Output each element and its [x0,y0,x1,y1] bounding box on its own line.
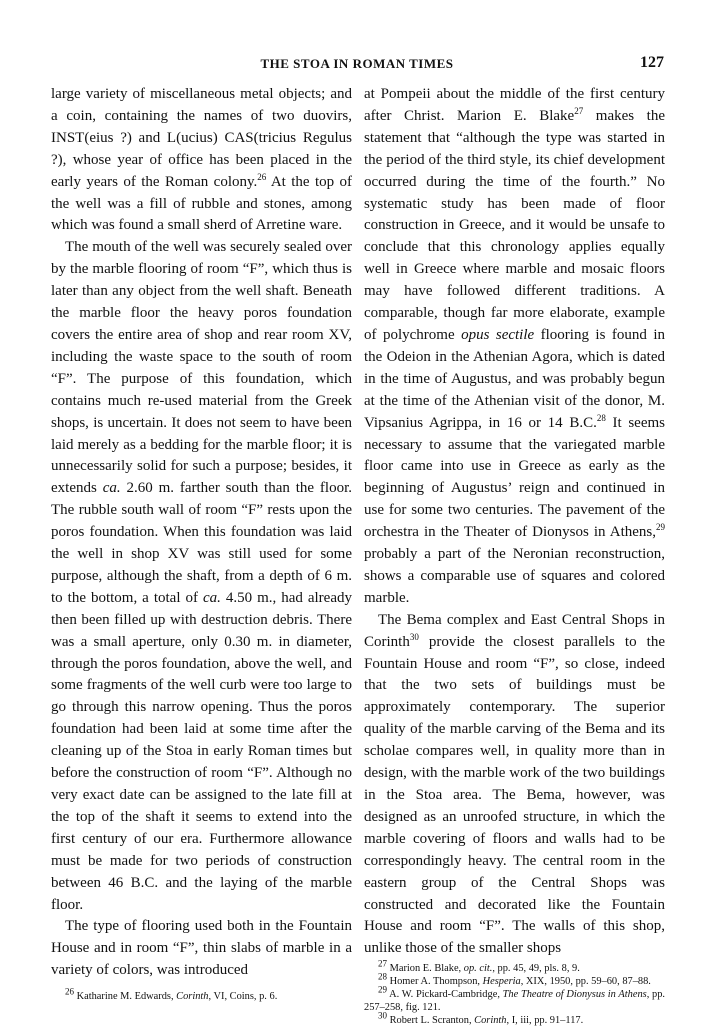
footnote: $^{30}$ Robert L. Scranton, Corinth, I, iii, pp. 91–117. [378,1010,584,1027]
footnote-ref[interactable]: 27 [574,105,584,116]
paragraph: The mouth of the well was securely sealed over by the marble flooring of room “F”, which thus is later than any object from the well shaft. Beneath the marble floor the heavy poros foundation covers the entire area of shop and rear room XV, including the waste space to the south of room “F”. The purpose of this foundation, which contains much re-used material from the Greek shops, is uncertain. It does not seem to have been laid merely as a bedding for the marble floor; it is unnecessarily solid for such a purpose; besides, it extends ca. 2.60 m. farther south than the floor. The rubble south wall of room “F” rests upon the poros foundation. When this foundation was laid the well in shop XV was still used for some purpose, although the shaft, from a depth of 6 m. to the bottom, a total of ca. 4.50 m., had already then been filled up with destruction debris. There was a small aperture, only 0.30 m. in diameter, through the poros foundation, above the well, and some fragments of the well curb were too large to go through this narrow opening. Thus the poros foundation had been laid at some time after the cleaning up of the Stoa in early Roman times but before the construction of room “F”. Although no very exact date can be assigned to the late fill at the top of the shaft it seems to extend into the first century of our era. Furthermore allowance must be made for two periods of construction between 46 B.C. and the laying of the marble floor. [51,239,352,913]
footnotes [51,986,352,1003]
paragraph: The Bema complex and East Central Shops in Corinth$^{30}$ provide the closest parallels to the Fountain House and room “F”, so close, indeed that the two sets of buildings must be approximately contemporary. The superior quality of the marble carving of the Bema and its scholae compares well, in quality more than in design, with the marble work of the two buildings in the Stoa area. The Bema, however, was designed as an unroofed structure, in which the marble covering of floors and walls had to be correspondingly heavy. The central room in the eastern group of the Central Shops was constructed and decorated like the Fountain House and room “F”. The walls of this shop, unlike those of the smaller shops [364,611,665,957]
footnote-ref[interactable]: 30 [409,631,419,642]
page-number: 127 [640,54,664,71]
footnote-ref[interactable]: 28 [596,412,606,423]
paragraph: large variety of miscellaneous metal objects; and a coin, containing the names of two duovirs, INST(eius ?) and L(ucius) CAS(tricius Regulus ?), whose year of office has been placed in the early years of the Roman colony.$^{26}$ At the top of the well was a fill of rubble and stones, among which was found a small sherd of Arretine ware. [51,86,352,234]
page-header [50,54,664,78]
left-column [51,84,352,1003]
paragraph: The type of flooring used both in the Fountain House and in room “F”, thin slabs of marble in a variety of colors, was introduced [51,918,352,979]
paragraph: at Pompeii about the middle of the first century after Christ. Marion E. Blake$^{27}$ makes the statement that “although the type was started in the period of the third style, its chief development occurred during the time of the fourth.” No systematic study has been made of floor construction in Greece, and it would be unsafe to conclude that this chronology applies equally well in Greece where marble and mosaic floors may have followed different traditions. A comparable, though far more elaborate, example of polychrome opus sectile flooring is found in the Odeion in the Athenian Agora, which is dated in the time of Augustus, and was probably begun at the time of the Athenian visit of the donor, M. Vipsanius Agrippa, in 16 or 14 B.C.$^{28}$ It seems necessary to assume that the variegated marble floor came into use in Greece as early as the beginning of Augustus’ reign and continued in use for some two centuries. The pavement of the orchestra in the Theater of Dionysos in Athens,$^{29}$ probably a part of the Neronian reconstruction, shows a comparable use of squares and colored marble. [364,86,665,606]
footnotes [364,958,665,1027]
footnote-ref[interactable]: 26 [257,171,267,182]
footnote-ref[interactable]: 29 [656,522,665,533]
footnote: $^{29}$ A. W. Pickard-Cambridge, The Theatre of Dionysus in Athens, pp. 257–258, fig. 121. [364,984,665,1014]
footnote: $^{27}$ Marion E. Blake, op. cit., pp. 45, 49, pls. 8, 9. [378,958,580,975]
footnote: $^{28}$ Homer A. Thompson, Hesperia, XIX, 1950, pp. 59–60, 87–88. [378,971,651,988]
footnote: $^{26}$ Katharine M. Edwards, Corinth, VI, Coins, p. 6. [65,986,278,1003]
running-head: THE STOA IN ROMAN TIMES [260,56,454,71]
right-column [364,84,665,1027]
